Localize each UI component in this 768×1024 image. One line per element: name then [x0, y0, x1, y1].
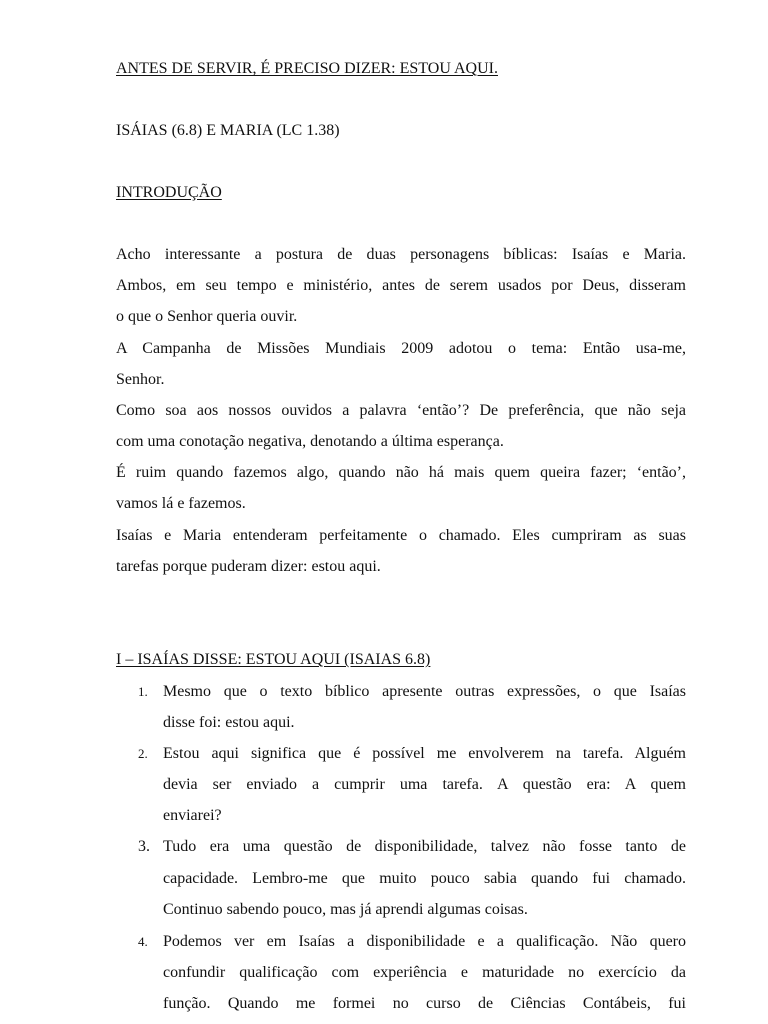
- list-item-number: 3.: [138, 838, 150, 855]
- section-heading-isaias: I – ISAÍAS DISSE: ESTOU AQUI (ISAIAS 6.8): [116, 651, 431, 668]
- intro-text-line: A Campanha de Missões Mundiais 2009 adotou o tema: Então usa-me,: [116, 340, 686, 357]
- list-item-line: capacidade. Lembro-me que muito pouco sabia quando fui chamado.: [163, 870, 686, 887]
- list-item-line: devia ser enviado a cumprir uma tarefa. A questão era: A quem: [163, 776, 686, 793]
- intro-text-line: tarefas porque puderam dizer: estou aqui.: [116, 558, 381, 575]
- list-item-number: 4.: [138, 934, 148, 949]
- intro-text-line: o que o Senhor queria ouvir.: [116, 308, 298, 325]
- intro-text-line: Como soa aos nossos ouvidos a palavra ‘então’? De preferência, que não seja: [116, 402, 686, 419]
- list-item-line: Tudo era uma questão de disponibilidade, talvez não fosse tanto de: [163, 838, 686, 855]
- document-title: ANTES DE SERVIR, É PRECISO DIZER: ESTOU AQUI.: [116, 60, 498, 77]
- list-item-line: disse foi: estou aqui.: [163, 714, 295, 731]
- list-item-line: confundir qualificação com experiência e maturidade no exercício da: [163, 964, 686, 981]
- list-item-number: 1.: [138, 684, 148, 699]
- scripture-reference: ISÁIAS (6.8) E MARIA (LC 1.38): [116, 122, 340, 139]
- list-item-line: enviarei?: [163, 807, 222, 824]
- list-item-line: Podemos ver em Isaías a disponibilidade e a qualificação. Não quero: [163, 933, 686, 950]
- intro-text-line: Acho interessante a postura de duas personagens bíblicas: Isaías e Maria.: [116, 246, 686, 263]
- intro-text-line: Ambos, em seu tempo e ministério, antes de serem usados por Deus, disseram: [116, 277, 686, 294]
- intro-text-line: É ruim quando fazemos algo, quando não há mais quem queira fazer; ‘então’,: [116, 464, 686, 481]
- intro-text-line: Isaías e Maria entenderam perfeitamente o chamado. Eles cumpriram as suas: [116, 527, 686, 544]
- section-heading-introduction: INTRODUÇÃO: [116, 184, 222, 201]
- list-item-line: Continuo sabendo pouco, mas já aprendi algumas coisas.: [163, 901, 528, 918]
- list-item-number: 2.: [138, 746, 148, 761]
- list-item-line: Estou aqui significa que é possível me envolverem na tarefa. Alguém: [163, 745, 686, 762]
- list-item-line: função. Quando me formei no curso de Ciências Contábeis, fui: [163, 995, 686, 1012]
- intro-text-line: com uma conotação negativa, denotando a última esperança.: [116, 433, 504, 450]
- intro-text-line: vamos lá e fazemos.: [116, 495, 246, 512]
- list-item-line: Mesmo que o texto bíblico apresente outras expressões, o que Isaías: [163, 683, 686, 700]
- intro-text-line: Senhor.: [116, 371, 165, 388]
